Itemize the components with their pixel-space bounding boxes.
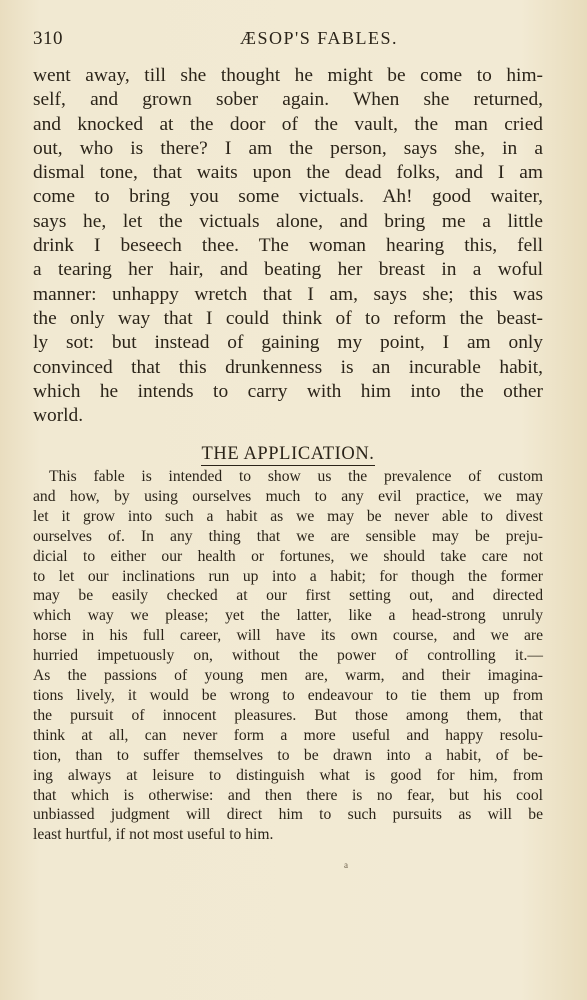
text-line: drink I beseech thee. The woman hearing this, fell xyxy=(33,235,543,257)
text-line: convinced that this drunkenness is an incurable habit, xyxy=(33,356,543,378)
text-line: the only way that I could think of to reform the beast- xyxy=(33,307,543,329)
text-line: As the passions of young men are, warm, and their imagina- xyxy=(33,667,543,685)
text-line: This fable is intended to show us the prevalence of custom xyxy=(49,468,543,485)
text-line: ly sot: but instead of gaining my point, I am only xyxy=(33,332,543,354)
text-line: dismal tone, that waits upon the dead folks, and I am xyxy=(33,162,543,184)
application-heading xyxy=(33,444,543,466)
text-line: ing always at leisure to distinguish what is good for him, from xyxy=(33,766,543,784)
text-line: a tearing her hair, and beating her breast in a woful xyxy=(33,259,543,281)
text-line: may be easily checked at our first setting out, and directed xyxy=(33,587,543,605)
text-line: world. xyxy=(33,405,84,427)
text-line: and how, by using ourselves much to any evil practice, we may xyxy=(33,487,543,505)
application-text xyxy=(33,467,543,845)
text-line: which way we please; yet the latter, like a head-strong unruly xyxy=(33,607,543,625)
page-header xyxy=(33,28,545,54)
text-line: went away, till she thought he might be come to him- xyxy=(33,65,543,86)
text-line: and knocked at the door of the vault, the man cried xyxy=(33,113,543,135)
text-line: let it grow into such a habit as we may be never able to divest xyxy=(33,507,543,525)
text-line: which he intends to carry with him into the other xyxy=(33,380,543,402)
text-line: tion, than to suffer themselves to be drawn into a habit, of be- xyxy=(33,746,543,764)
text-line: manner: unhappy wretch that I am, says she; this was xyxy=(33,283,543,305)
text-line: least hurtful, if not most useful to him. xyxy=(33,826,274,844)
text-line: horse in his full career, will have its own course, and we are xyxy=(33,627,543,645)
running-title: ÆSOP'S FABLES. xyxy=(240,28,398,48)
text-line: unbiassed judgment will direct him to such pursuits as will be xyxy=(33,806,543,824)
text-line: dicial to either our health or fortunes, we should take care not xyxy=(33,547,543,565)
text-line: hurried impetuously on, without the power of controlling it.— xyxy=(33,647,543,665)
text-line: come to bring you some victuals. Ah! good waiter, xyxy=(33,186,543,208)
text-line: ourselves of. In any thing that we are sensible may be preju- xyxy=(33,527,543,545)
text-line: think at all, can never form a more useful and happy resolu- xyxy=(33,726,543,744)
fable-text xyxy=(33,64,543,428)
text-line: to let our inclinations run up into a habit; for though the former xyxy=(33,567,543,585)
application-heading-text: THE APPLICATION. xyxy=(201,444,375,464)
text-line: the pursuit of innocent pleasures. But those among them, that xyxy=(33,706,543,724)
text-line: says he, let the victuals alone, and bring me a little xyxy=(33,210,543,232)
text-line: that which is otherwise: and then there is no fear, but his cool xyxy=(33,786,543,804)
text-line: out, who is there? I am the person, says she, in a xyxy=(33,137,543,159)
signature-mark: a xyxy=(344,860,348,870)
text-line: self, and grown sober again. When she returned, xyxy=(33,89,543,111)
page-number: 310 xyxy=(33,28,63,49)
text-line: tions lively, it would be wrong to endeavour to tie them up from xyxy=(33,686,543,704)
